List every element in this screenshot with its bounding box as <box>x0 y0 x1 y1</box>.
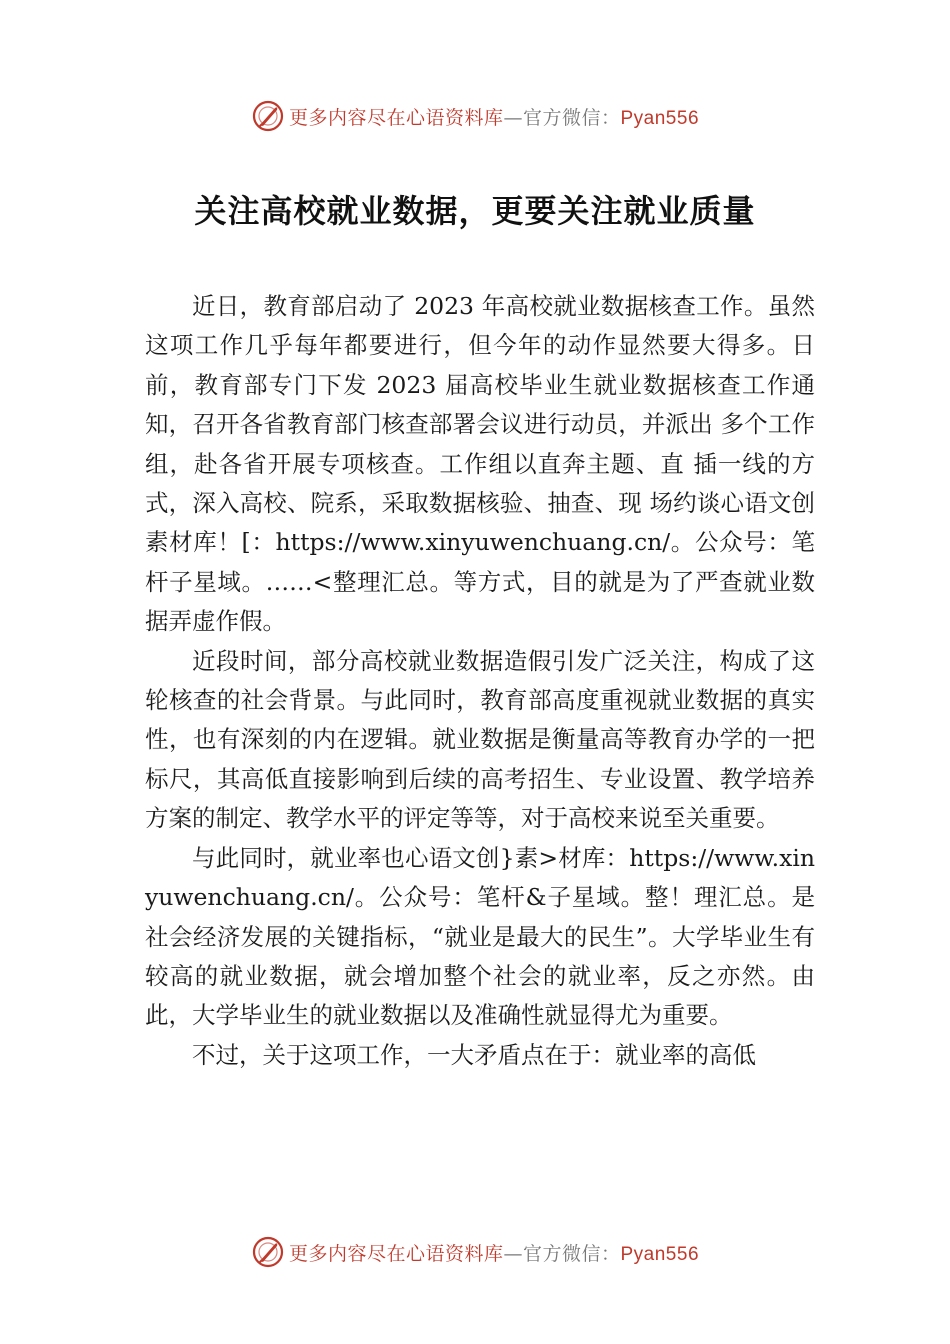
document-title: 关注高校就业数据，更要关注就业质量 <box>194 192 756 230</box>
footer-text <box>289 1239 699 1266</box>
footer-prefix: 更多内容尽在心语资料库 <box>288 1242 504 1265</box>
paragraph: 不过，关于这项工作，一大矛盾点在于：就业率的高低 <box>192 1040 756 1069</box>
paragraph: 与此同时，就业率也心语文创}素>材库：https://www.xinyuwenchuang.cn/。公众号：笔杆&子星域。整！理汇总。是社会经济发展的关键指标，“就业是最大的民生”。大学毕业生有较高的就业数据，就会增加整个社会的就业率，反之亦然。由此，大学毕业生的就业数据以及准确性就显得尤为重要。 <box>145 843 815 1030</box>
banner-text <box>289 103 699 130</box>
header-banner <box>0 96 950 136</box>
banner-wechat-id: Pyan556 <box>620 107 700 129</box>
footer-wechat-id: Pyan556 <box>620 1243 700 1265</box>
document-body <box>145 287 815 1075</box>
banner-dash: — <box>503 106 523 129</box>
quill-pen-seal-icon <box>251 1235 285 1269</box>
footer-banner <box>0 1232 950 1272</box>
banner-prefix: 更多内容尽在心语资料库 <box>288 106 504 129</box>
quill-pen-seal-icon <box>251 99 285 133</box>
paragraph: 近段时间，部分高校就业数据造假引发广泛关注，构成了这轮核查的社会背景。与此同时，教育部高度重视就业数据的真实性，也有深刻的内在逻辑。就业数据是衡量高等教育办学的一把标尺，其高低直接影响到后续的高考招生、专业设置、教学培养方案的制定、教学水平的评定等等，对于高校来说至关重要。 <box>145 646 815 833</box>
footer-middle: 官方微信： <box>522 1242 621 1265</box>
banner-middle: 官方微信： <box>522 106 621 129</box>
paragraph: 近日，教育部启动了 2023 年高校就业数据核查工作。虽然这项工作几乎每年都要进行，但今年的动作显然要大得多。日前，教育部专门下发 2023 届高校毕业生就业数据核查工作通知，召开各省教育部门核查部署会议进行动员，并派出 多个工作组，赴各省开展专项核查。工作组以直奔主题、直 插一线的方式，深入高校、院系，采取数据核验、抽查、现 场约谈心语文创素材库！[：https://www.xinyuwenchuang.cn/。公众号：笔杆子星域。……<整理汇总。等方式，目的就是为了严查就业数据弄虚作假。 <box>145 292 815 636</box>
footer-dash: — <box>503 1242 523 1265</box>
